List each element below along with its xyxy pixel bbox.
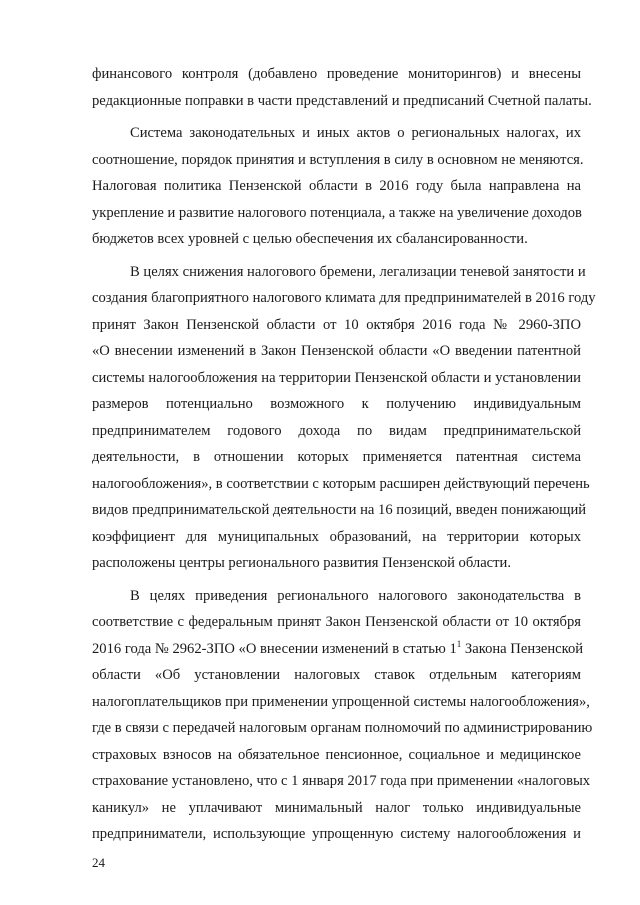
text-line-content: В целях снижения налогового бремени, легализации теневой занятости и — [130, 263, 586, 280]
text-line-content: Налоговая политика Пензенской области в 2016 году была направлена на — [92, 178, 581, 194]
text-line-content: системы налогообложения на территории Пензенской области и установлении — [92, 369, 581, 386]
text-line-content: где в связи с передачей налоговым органам полномочий по администрированию — [92, 720, 593, 736]
text-line — [92, 497, 587, 524]
text-line-content: 2016 года № 2962-ЗПО «О внесении изменений в статью 1 — [92, 640, 457, 657]
text-line-content: редакционные поправки в части представлений и предписаний Счетной палаты. — [92, 92, 592, 109]
text-line — [92, 147, 584, 174]
text-line-content: области «Об установлении налоговых ставок отдельным категориям — [92, 667, 581, 683]
text-line — [92, 120, 581, 147]
text-line-content: бюджетов всех уровней с целью обеспечения их сбалансированности. — [92, 231, 528, 247]
page-number: 24 — [92, 855, 105, 870]
paragraph — [92, 120, 584, 253]
text-line-content: коэффициент для муниципальных образований, на территории которых — [92, 528, 581, 545]
text-line-content: видов предпринимательской деятельности на 16 позиций, введен понижающий — [92, 502, 587, 518]
paragraph — [92, 583, 593, 848]
text-line — [92, 285, 596, 312]
text-line — [92, 338, 581, 365]
text-line — [92, 391, 581, 418]
text-line-continuation: Закона Пензенской — [461, 640, 584, 657]
text-line — [92, 636, 584, 663]
text-line — [92, 200, 581, 227]
text-line-content: налогоплательщиков при применении упрощенной системы налогообложения», — [92, 693, 590, 710]
text-line — [92, 88, 592, 115]
text-line — [92, 609, 581, 636]
text-line — [92, 768, 591, 795]
text-line — [92, 689, 590, 716]
text-line — [92, 226, 581, 253]
text-line-content: страхование установлено, что с 1 января 2017 года при применении «налоговых — [92, 773, 591, 789]
superscript: 1 — [456, 638, 462, 649]
text-line — [92, 312, 581, 339]
text-line — [92, 583, 581, 610]
text-line-content: размеров потенциально возможного к получению индивидуальным — [92, 396, 581, 412]
text-line-content: деятельности, в отношении которых применяется патентная система — [92, 449, 581, 465]
text-line-content: расположены центры регионального развития Пензенской области. — [92, 555, 511, 571]
text-line — [92, 742, 581, 769]
text-line-content: соответствие с федеральным принят Закон Пензенской области от 10 октября — [92, 614, 581, 630]
text-line — [92, 418, 581, 445]
text-line-content: страховых взносов на обязательное пенсионное, социальное и медицинское — [92, 746, 581, 763]
paragraph — [92, 259, 596, 577]
text-line-content: принят Закон Пензенской области от 10 октября 2016 года № 2960-ЗПО — [92, 316, 581, 333]
text-line — [92, 444, 581, 471]
text-line — [92, 524, 581, 551]
text-line-content: предпринимателем годового дохода по видам предпринимательской — [92, 422, 581, 439]
body-text — [92, 61, 596, 848]
text-line-content: налогообложения», в соответствии с которым расширен действующий перечень — [92, 475, 590, 492]
text-line-content: каникул» не уплачивают минимальный налог только индивидуальные — [92, 799, 581, 816]
paragraph — [92, 61, 592, 114]
text-line-content: В целях приведения регионального налогового законодательства в — [130, 587, 581, 604]
text-line — [92, 821, 581, 848]
text-line — [92, 173, 581, 200]
text-line-content: создания благоприятного налогового климата для предпринимателей в 2016 году — [92, 290, 596, 306]
text-line — [92, 550, 581, 577]
text-line-content: финансового контроля (добавлено проведение мониторингов) и внесены — [92, 66, 581, 82]
text-line — [92, 61, 581, 88]
text-line-content: «О внесении изменений в Закон Пензенской области «О введении патентной — [92, 343, 581, 359]
text-line-content: соотношение, порядок принятия и вступления в силу в основном не меняются. — [92, 151, 584, 168]
text-line — [92, 715, 593, 742]
text-line-content: укрепление и развитие налогового потенциала, а также на увеличение доходов — [92, 204, 582, 221]
text-line — [92, 365, 581, 392]
text-line — [92, 471, 590, 498]
text-line-content: Система законодательных и иных актов о региональных налогах, их — [130, 125, 581, 141]
text-line — [92, 795, 581, 822]
text-line-content: предприниматели, использующие упрощенную систему налогообложения и — [92, 826, 581, 842]
text-line — [92, 259, 586, 286]
text-line — [92, 662, 581, 689]
